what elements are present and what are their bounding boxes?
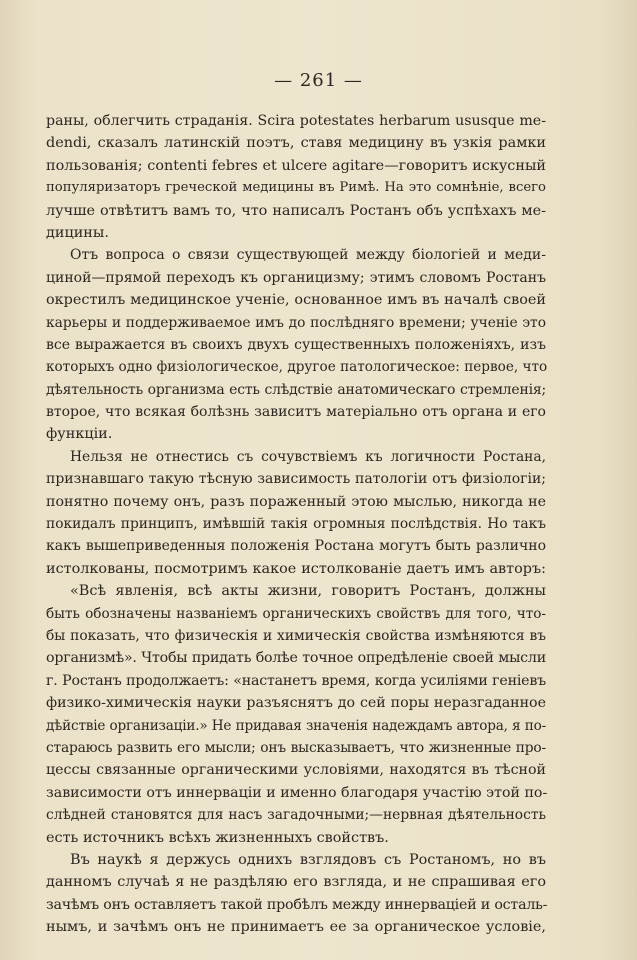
- text-line: данномъ случаѣ я не раздѣляю его взгляда, и не спрашивая его: [46, 874, 546, 891]
- text-line: все выражается въ своихъ двухъ существенныхъ положеніяхъ, изъ: [46, 336, 546, 353]
- text-line: нымъ, и зачѣмъ онъ не принимаетъ ее за органическое условіе,: [46, 919, 546, 936]
- page-number: — 261 —: [274, 70, 363, 91]
- text-line: циной—прямой переходъ къ органицизму; этимъ словомъ Ростанъ: [46, 269, 546, 286]
- text-line: лучше отвѣтитъ вамъ то, что написалъ Ростанъ объ успѣхахъ ме-: [46, 202, 546, 219]
- text-line: dendi, сказалъ латинскій поэтъ, ставя медицину въ узкія рамки: [46, 135, 546, 152]
- text-line: дѣйствіе организаціи.» Не придавая значенія надеждамъ автора, я по-: [46, 717, 546, 734]
- text-line: Отъ вопроса о связи существующей между біологіей и меди-: [70, 247, 546, 264]
- text-line: истолкованы, посмотримъ какое истолкованіе даетъ имъ авторъ:: [46, 560, 546, 577]
- text-line: г. Ростанъ продолжаетъ: «настанетъ время, когда усиліями геніевъ: [46, 672, 546, 689]
- text-line: организмѣ». Чтобы придать болѣе точное опредѣленіе своей мысли: [46, 650, 546, 667]
- text-line: карьеры и поддерживаемое имъ до послѣдняго времени; ученіе это: [46, 314, 546, 331]
- body-text: [46, 110, 546, 938]
- text-line: второе, что всякая болѣзнь зависитъ матеріально отъ органа и его: [46, 404, 546, 421]
- text-line: понятно почему онъ, разъ пораженный этою мыслью, никогда не: [46, 493, 546, 510]
- text-line: есть источникъ всѣхъ жизненныхъ свойствъ.: [46, 829, 389, 846]
- text-line: раны, облегчить страданія. Scira potestates herbarum ususque me-: [46, 113, 546, 129]
- text-line: дицины.: [46, 224, 109, 241]
- text-line: дѣятельность организма есть слѣдствіе анатомическаго стремленія;: [46, 381, 546, 398]
- text-line: бы показать, что физическія и химическія свойства измѣняются въ: [46, 627, 546, 644]
- text-line: слѣдней становятся для насъ загадочными;—нервная дѣятельность: [46, 807, 546, 824]
- text-line: признавшаго такую тѣсную зависимость патологіи отъ физіологіи;: [46, 471, 546, 488]
- text-line: функціи.: [46, 426, 113, 443]
- text-line: Въ наукѣ я держусь однихъ взглядовъ съ Ростаномъ, но въ: [70, 851, 546, 868]
- text-line: популяризаторъ греческой медицины въ Римѣ. На это сомнѣніе, всего: [46, 180, 546, 196]
- text-line: зависимости отъ иннерваціи и именно благодаря участію этой по-: [46, 784, 548, 801]
- text-line: цессы связанные органическими условіями, находятся въ тѣсной: [46, 762, 546, 779]
- text-line: стараюсь развить его мысли; онъ высказываетъ, что жизненные про-: [46, 739, 546, 756]
- text-line: покидалъ принципъ, имѣвшій такія огромныя послѣдствія. Но такъ: [46, 516, 546, 533]
- text-line: «Всѣ явленія, всѣ акты жизни, говоритъ Ростанъ, должны: [70, 583, 546, 600]
- text-line: которыхъ одно физіологическое, другое патологическое: первое, что: [46, 359, 548, 376]
- text-line: какъ вышеприведенныя положенія Ростана могутъ быть различно: [46, 538, 546, 555]
- text-line: физико-химическія науки разъяснятъ до сей поры неразгаданное: [46, 695, 546, 712]
- text-line: пользованія; contenti febres et ulcere agitare—говоритъ искусный: [46, 157, 546, 174]
- text-line: окрестилъ медицинское ученіе, основанное имъ въ началѣ своей: [46, 292, 546, 309]
- text-line: зачѣмъ онъ оставляетъ такой пробѣлъ между иннерваціей и осталь-: [46, 896, 548, 913]
- text-line: быть обозначены названіемъ органическихъ свойствъ для того, что-: [46, 605, 546, 622]
- text-line: Нельзя не отнестись съ сочувствіемъ къ логичности Ростана,: [70, 448, 546, 465]
